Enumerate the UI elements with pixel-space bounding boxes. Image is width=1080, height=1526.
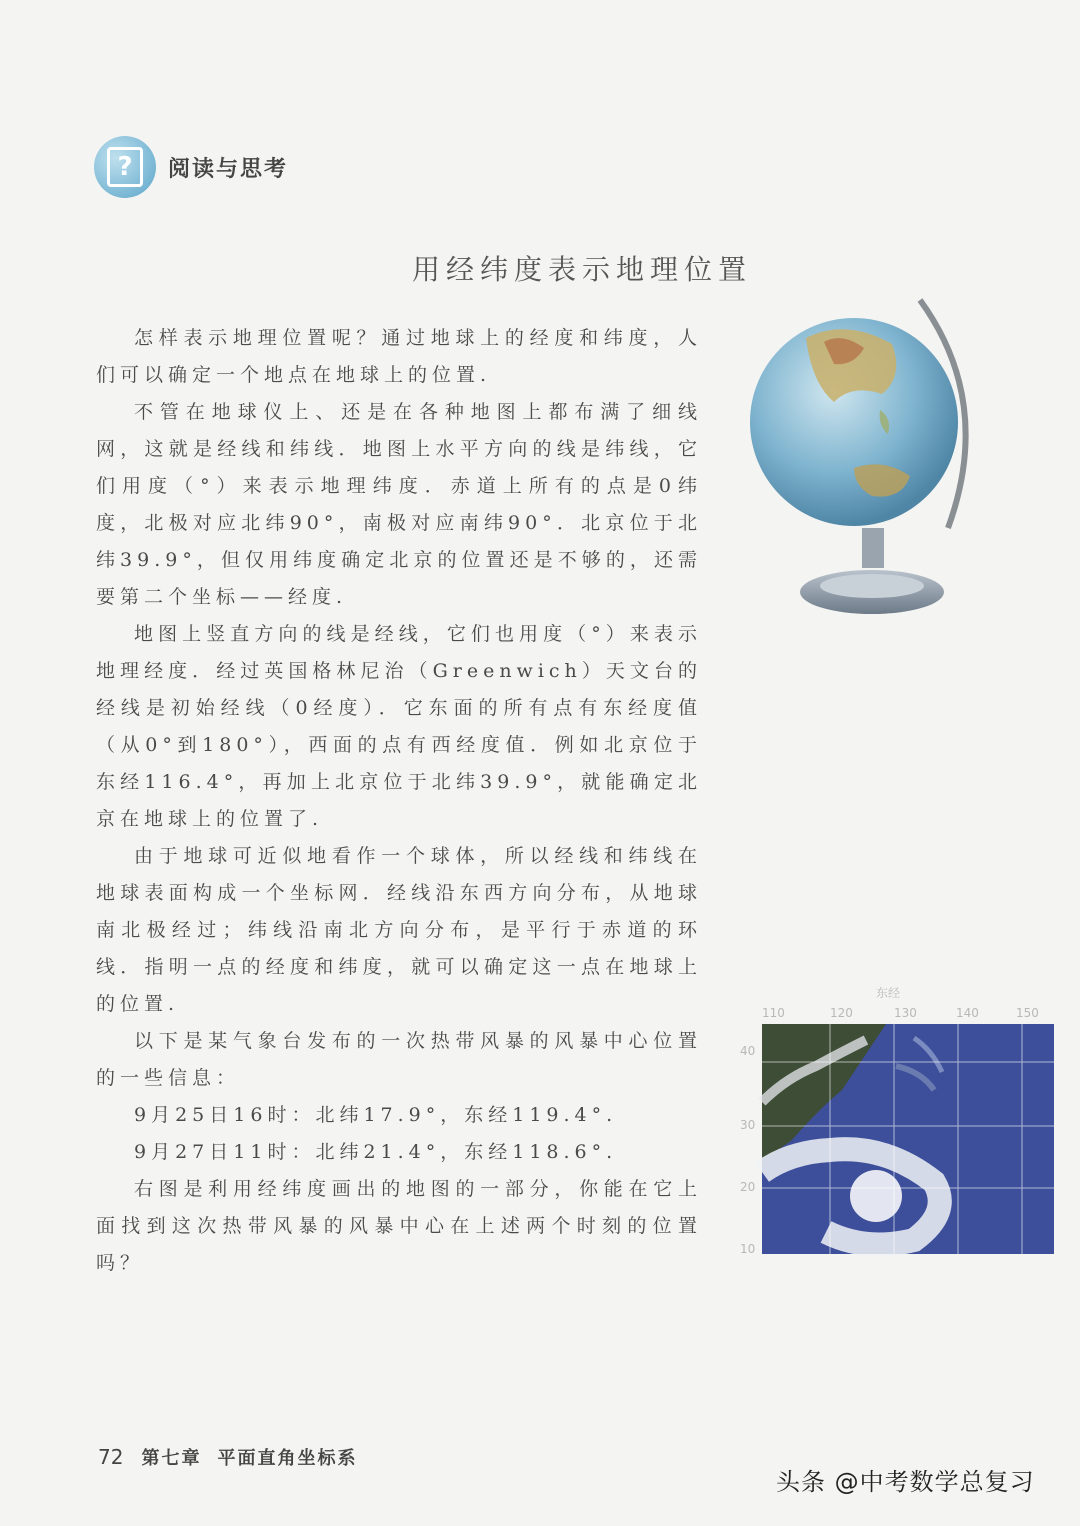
map-axis-label: 东经: [876, 986, 901, 1000]
question-paragraph: 右图是利用经纬度画出的地图的一部分，你能在它上面找到这次热带风暴的风暴中心在上述两个时刻的位置吗？: [96, 1178, 702, 1274]
map-latitude-tick: 30: [740, 1118, 756, 1132]
article-body: [96, 320, 702, 1282]
map-latitude-tick: 10: [740, 1242, 756, 1256]
paragraph: 由于地球可近似地看作一个球体，所以经线和纬线在地球表面构成一个坐标网．经线沿东西方向分布，从地球南北极经过；纬线沿南北方向分布，是平行于赤道的环线．指明一点的经度和纬度，就可以确定这一点在地球上的位置.: [96, 845, 702, 1015]
section-label: 阅读与思考: [168, 156, 289, 182]
paragraph: 不管在地球仪上、还是在各种地图上都布满了细线网，这就是经线和纬线．地图上水平方向的线是纬线，它们用度（°）来表示地理纬度．赤道上所有的点是0纬度，北极对应北纬90°，南极对应南纬90°．北京位于北纬39.9°，但仅用纬度确定北京的位置还是不够的，还需要第二个坐标——经度.: [96, 401, 702, 608]
storm-data-line: 9月25日16时：北纬17.9°，东经119.4°.: [134, 1104, 618, 1126]
map-longitude-tick: 140: [956, 1006, 979, 1020]
article-title: 用经纬度表示地理位置: [412, 253, 753, 286]
section-header: [94, 136, 288, 198]
page-number: 72: [98, 1445, 124, 1469]
paragraph: 地图上竖直方向的线是经线，它们也用度（°）来表示地理经度．经过英国格林尼治（Greenwich）天文台的经线是初始经线（0经度）．它东面的所有点有东经度值（从0°到180°），西面的点有西经度值．例如北京位于东经116.4°，再加上北京位于北纬39.9°，就能确定北京在地球上的位置了.: [96, 623, 702, 830]
paragraph: 怎样表示地理位置呢？通过地球上的经度和纬度，人们可以确定一个地点在地球上的位置.: [96, 327, 702, 386]
map-longitude-tick: 130: [894, 1006, 917, 1020]
question-mark-icon: ?: [94, 136, 156, 198]
map-latitude-tick: 20: [740, 1180, 756, 1194]
chapter-label: 第七章: [141, 1448, 202, 1469]
map-longitude-tick: 110: [762, 1006, 785, 1020]
watermark: 头条 @中考数学总复习: [776, 1468, 1035, 1496]
paragraph: 以下是某气象台发布的一次热带风暴的风暴中心位置的一些信息：: [96, 1030, 702, 1089]
storm-data-line: 9月27日11时：北纬21.4°，东经118.6°.: [134, 1141, 618, 1163]
globe-illustration: [742, 292, 982, 632]
map-longitude-tick: 120: [830, 1006, 853, 1020]
map-longitude-tick: 150: [1016, 1006, 1039, 1020]
map-latitude-tick: 40: [740, 1044, 756, 1058]
page-footer: [98, 1444, 357, 1470]
chapter-title: 平面直角坐标系: [217, 1448, 358, 1469]
satellite-map: [740, 982, 1062, 1264]
